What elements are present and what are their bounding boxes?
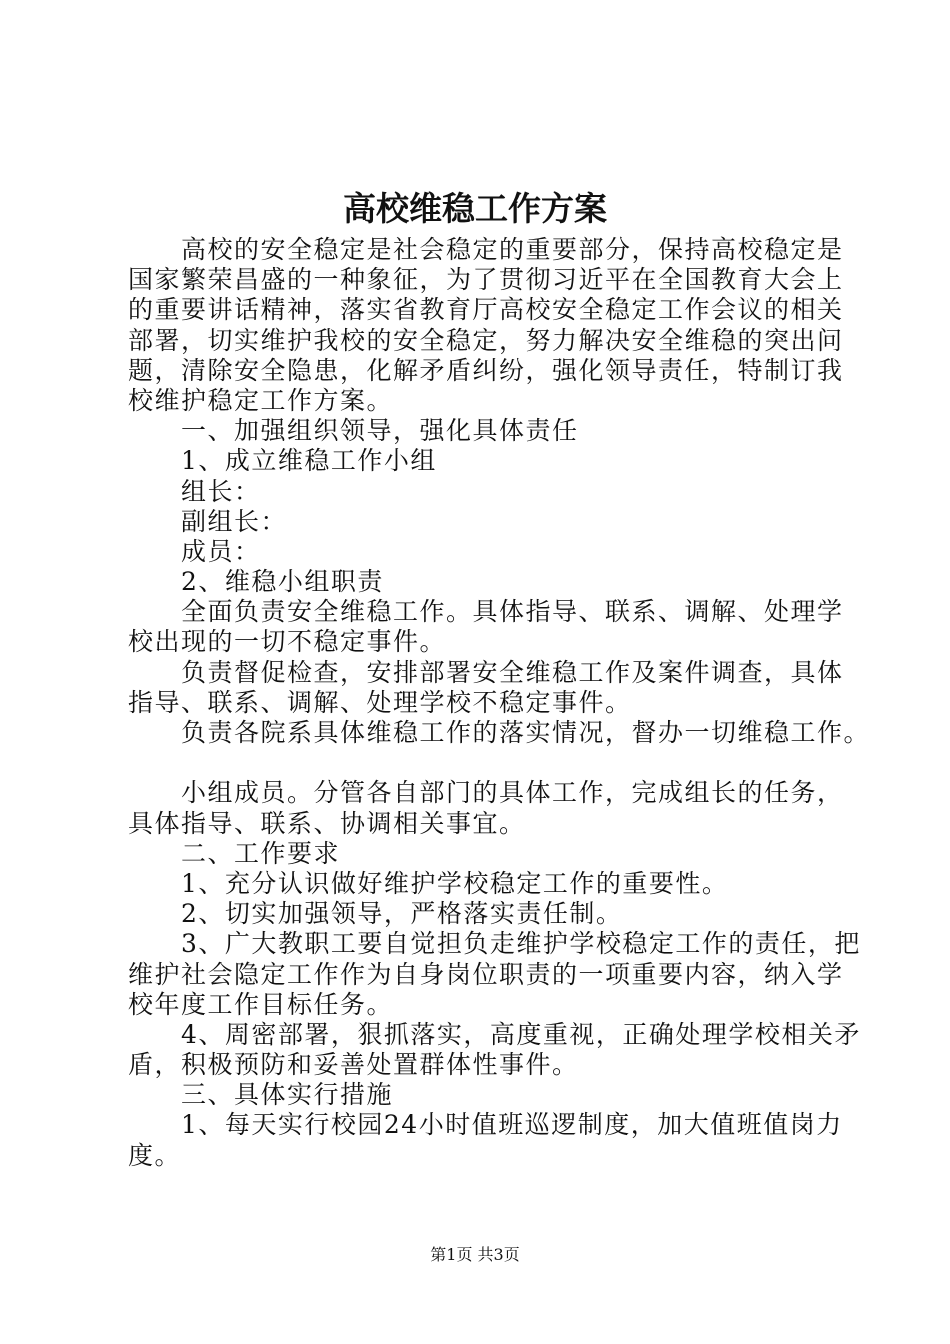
body-line: 2、维稳小组职责 [181, 567, 384, 597]
body-line: 部署，切实维护我校的安全稳定，努力解决安全维稳的突出问 [128, 325, 844, 355]
body-line: 负责各院系具体维稳工作的落实情况，督办一切维稳工作。 [181, 718, 871, 747]
body-line: 1、充分认识做好维护学校稳定工作的重要性。 [181, 868, 729, 898]
body-line: 组长： [181, 476, 261, 506]
body-line: 维护社会隐定工作作为自身岗位职责的一项重要内容，纳入学 [128, 959, 844, 989]
body-line: 校年度工作目标任务。 [128, 989, 394, 1019]
page-title: 高校维稳工作方案 [343, 189, 607, 228]
body-line: 全面负责安全维稳工作。具体指导、联系、调解、处理学 [181, 597, 844, 627]
body-line: 指导、联系、调解、处理学校不稳定事件。 [128, 687, 632, 717]
body-line: 校出现的一切不稳定事件。 [128, 627, 447, 657]
body-line: 具体指导、联系、协调相关事宜。 [128, 808, 526, 838]
body-line: 的重要讲话精神，落实省教育厅高校安全稳定工作会议的相关 [128, 295, 844, 325]
body-line: 1、每天实行校园24小时值班巡逻制度，加大值班值岗力 [181, 1110, 843, 1140]
body-line: 副组长： [181, 506, 288, 536]
body-line: 负责督促检查，安排部署安全维稳工作及案件调查，具体 [181, 657, 844, 687]
body-line: 成员： [181, 536, 261, 566]
body-line: 盾，积极预防和妥善处置群体性事件。 [128, 1050, 579, 1080]
body-line: 一、加强组织领导，强化具体责任 [181, 416, 579, 446]
body-line: 高校的安全稳定是社会稳定的重要部分，保持高校稳定是 [181, 235, 844, 264]
body-line: 国家繁荣昌盛的一种象征，为了贯彻习近平在全国教育大会上 [128, 265, 844, 295]
body-line [128, 748, 848, 778]
body-line: 度。 [128, 1140, 182, 1170]
body-line: 1、成立维稳工作小组 [181, 446, 437, 476]
body-line: 小组成员。分管各自部门的具体工作，完成组长的任务， [181, 778, 844, 808]
body-line: 4、周密部署，狠抓落实，高度重视，正确处理学校相关矛 [181, 1019, 861, 1049]
body-line: 2、切实加强领导，严格落实责任制。 [181, 899, 623, 929]
body-line: 题，清除安全隐患，化解矛盾纠纷，强化领导责任，特制订我 [128, 355, 844, 385]
body-line: 二、工作要求 [181, 838, 341, 868]
document-body [128, 235, 871, 1171]
body-line: 校维护稳定工作方案。 [128, 385, 394, 415]
body-line: 三、具体实行措施 [181, 1080, 394, 1110]
body-line: 3、广大教职工要自觉担负走维护学校稳定工作的责任，把 [181, 929, 861, 959]
page-footer: 第1页 共3页 [430, 1245, 520, 1264]
